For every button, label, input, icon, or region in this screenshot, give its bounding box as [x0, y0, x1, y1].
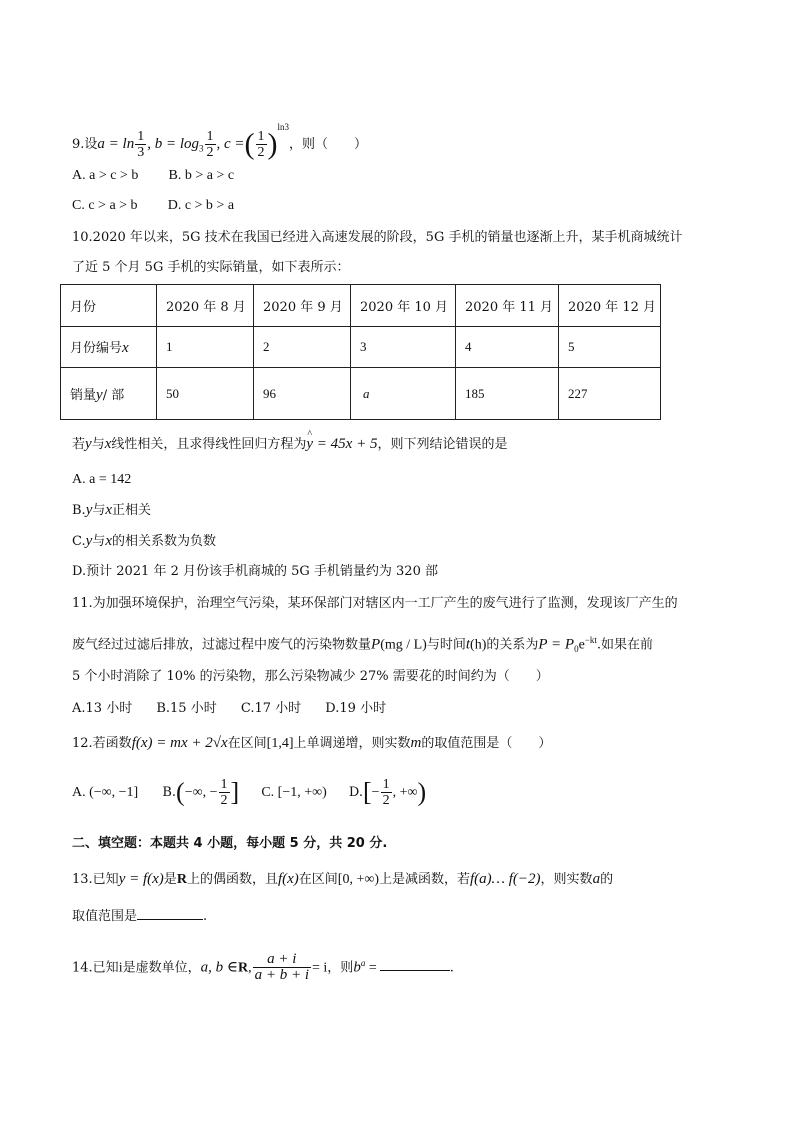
q10-option-c[interactable]: C.y与x的相关系数为负数 — [72, 533, 216, 549]
q11-options — [72, 699, 386, 719]
complex-fraction: $\frac{a + i}{a + b + i}$ — [254, 951, 309, 984]
q11-option-b[interactable]: B.15 小时 — [156, 701, 217, 716]
frac-1-3: $\frac{1}{3}$ — [137, 129, 145, 160]
q12-stem: 12.若函数f(x) = mx + 2√x在区间[1,4]上单调递增，则实数m的取值范围是（ ） — [72, 735, 552, 751]
answer-blank[interactable] — [380, 956, 450, 971]
q10-line1: 10.2020 年以来，5G 技术在我国已经进入高速发展的阶段，5G 手机的销量也逐渐上升，某手机商城统计 — [72, 230, 683, 245]
q10-option-b[interactable]: B.y与x正相关 — [72, 502, 152, 518]
table-row: 月份 2020 年 8 月 2020 年 9 月 2020 年 10 月 2020 年 11 月 2020 年 12 月 — [61, 285, 661, 327]
q11-option-c[interactable]: C.17 小时 — [240, 701, 302, 716]
q11-line1: 11.为加强环境保护，治理空气污染，某环保部门对辖区内一工厂产生的废气进行了监测，发现该厂产生的 — [72, 596, 678, 611]
section-title: 二、填空题：本题共 4 小题，每小题 5 分，共 20 分. — [72, 836, 388, 851]
q9-option-c[interactable]: C. c > a > b — [72, 198, 138, 213]
q13-stem: 13.已知y = f(x)是R上的偶函数，且f(x)在区间[0, +∞)上是减函数，若f(a)… f(−2)，则实数a的 — [72, 871, 614, 887]
q12-option-b[interactable]: B.(−∞, − $\frac{1}{2}$ ] — [162, 777, 240, 808]
frac-1-2: $\frac{1}{2}$ — [206, 129, 214, 160]
answer-blank[interactable] — [137, 905, 203, 920]
q9-option-a[interactable]: A. a > c > b — [72, 168, 139, 183]
q9-stem: 9.设a = ln $\frac{1}{3}$ , $b = \log_3$ $\frac{1}{2}$ , c =( $\frac{1}{2}$ )$^{ln3}$，则（ ） — [72, 122, 368, 161]
q9-option-b[interactable]: B. b > a > c — [168, 168, 235, 183]
q9-option-d[interactable]: D. c > b > a — [167, 198, 235, 213]
q10-condition: 若y与x线性相关，且求得线性回归方程为^ y = 45x + 5，则下列结论错误的是 — [72, 434, 507, 455]
frac-1-2-power: $\frac{1}{2}$ — [257, 129, 265, 160]
sales-table — [60, 284, 661, 420]
q11-option-d[interactable]: D.19 小时 — [325, 701, 387, 716]
q11-line2: 废气经过过滤后排放，过滤过程中废气的污染物数量P(mg / L)与时间t(h)的关系为$P = P_0e^{-kt}$.如果在前 — [72, 635, 653, 654]
q10-line2: 了近 5 个月 5G 手机的实际销量，如下表所示： — [72, 260, 350, 275]
q14-stem: 14.已知i是虚数单位，a, b ∈R, $\frac{a + i}{a + b + i}$ = i，则$b^a$ = . — [72, 951, 454, 984]
q11-option-a[interactable]: A.13 小时 — [72, 701, 133, 716]
table-row: 月份编号x 1 2 3 4 5 — [61, 327, 661, 368]
q10-option-a[interactable]: A. a = 142 — [72, 472, 132, 487]
q12-options — [72, 776, 426, 810]
q12-option-a[interactable]: A. (−∞, −1] — [72, 785, 139, 800]
frac-half: $\frac{1}{2}$ — [220, 777, 228, 808]
table-row: 销量y/ 部 50 96 a 185 227 — [61, 368, 661, 420]
q12-option-c[interactable]: C. [−1, +∞) — [261, 785, 327, 800]
frac-half: $\frac{1}{2}$ — [382, 777, 390, 808]
q11-line3: 5 个小时消除了 10% 的污染物，那么污染物减少 27% 需要花的时间约为（ ） — [72, 669, 549, 684]
q9-options-row1 — [72, 166, 234, 186]
regression-equation: ^ y = 45x + 5 — [306, 434, 377, 454]
q12-option-d[interactable]: D.[− $\frac{1}{2}$ , +∞) — [348, 777, 427, 808]
q13-line2: 取值范围是 . — [72, 905, 207, 927]
q9-options-row2 — [72, 196, 234, 216]
q10-option-d[interactable]: D.预计 2021 年 2 月份该手机商城的 5G 手机销量约为 320 部 — [72, 564, 438, 579]
